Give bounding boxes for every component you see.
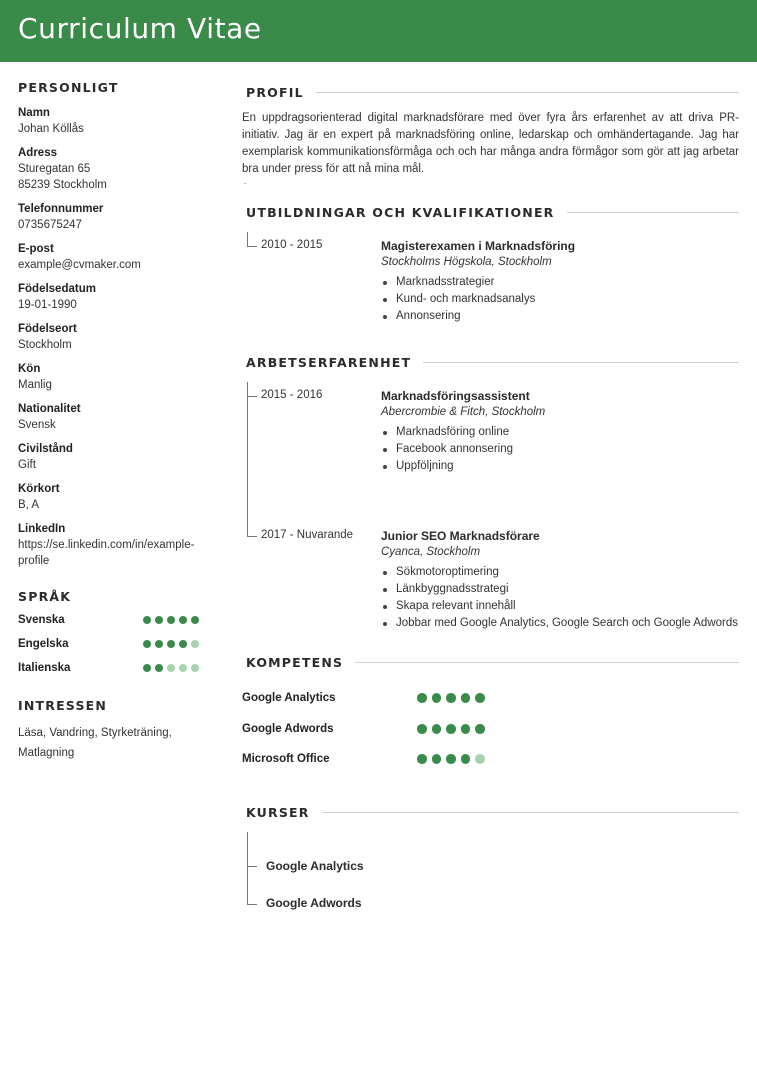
profile-extra: . [244,177,247,186]
bullet-item: Marknadsstrategier [381,274,741,291]
entry-title: Marknadsföringsassistent [381,389,530,403]
bullet-item: Uppföljning [381,458,741,475]
language-row [18,632,218,656]
timeline-tick [247,396,257,397]
entry-date: 2015 - 2016 [261,389,323,401]
entry-title: Magisterexamen i Marknadsföring [381,239,576,253]
bullet-item: Jobbar med Google Analytics, Google Search och Google Adwords [381,615,741,632]
rating-dot-filled [417,754,427,764]
field-label: E-post [18,243,54,255]
interests-line: Matlagning [18,747,75,759]
skill-row [242,723,485,735]
page-header [0,0,757,62]
field-license [18,481,218,513]
courses-section-header [242,802,739,822]
linkedin-link[interactable]: https://se.linkedin.com/in/example- [18,539,195,551]
skill-name: Google Analytics [242,692,336,704]
bullet-item: Sökmotoroptimering [381,564,741,581]
timeline-tick [247,246,257,247]
rating-dot-empty [475,754,485,764]
rating-dot-filled [461,754,471,764]
profile-text: En uppdragsorienterad digital marknadsförare med över fyra års erfarenhet av att driva PR-initiativ. Jag är en expert på marknadsföring online, ledarskap och omhändertagande. Jag har exemplarisk kommunikationsförmåga och och har många andra förmågor som gör att jag arbetar bra under press för att nå mina mål. [242,112,739,175]
field-value: Stockholm [18,339,72,351]
field-birthplace [18,321,218,353]
entry-subtitle: Stockholms Högskola, Stockholm [381,256,552,268]
profile-heading: PROFIL [246,84,304,100]
field-label: Kön [18,363,41,375]
rating-dot-filled [143,616,151,624]
language-list [18,608,218,680]
education-heading: UTBILDNINGAR OCH KVALIFIKATIONER [246,204,555,220]
rating-dot-filled [446,724,456,734]
rating-dot-filled [143,664,151,672]
language-row [18,608,218,632]
rating-dot-filled [446,693,456,703]
field-label: LinkedIn [18,523,66,535]
field-linkedin [18,521,218,569]
language-name: Svenska [18,614,65,626]
entry-title: Junior SEO Marknadsförare [381,529,540,543]
field-label: Telefonnummer [18,203,104,215]
field-phone [18,201,218,233]
rating-dots [143,616,199,624]
field-gender [18,361,218,393]
rating-dot-filled [475,693,485,703]
rating-dots [417,724,485,734]
course-item: Google Analytics [266,859,364,873]
timeline-line [247,232,248,246]
rating-dot-filled [179,616,187,624]
courses-heading: KURSER [246,804,310,820]
skill-row [242,753,485,765]
rating-dot-filled [417,693,427,703]
rating-dots [143,664,199,672]
field-value: Gift [18,459,36,471]
rating-dot-empty [179,664,187,672]
language-name: Engelska [18,638,69,650]
skill-name: Google Adwords [242,723,334,735]
work-section-header [242,352,739,372]
field-value: 85239 Stockholm [18,179,107,191]
field-address [18,145,218,193]
entry-subtitle: Abercrombie & Fitch, Stockholm [381,406,546,418]
work-timeline [242,372,739,640]
rating-dot-filled [475,724,485,734]
main-content [242,82,739,912]
skills-section-header [242,652,739,672]
rating-dot-filled [461,724,471,734]
work-heading: ARBETSERFARENHET [246,354,412,370]
bullet-item: Annonsering [381,308,741,325]
section-divider [322,812,739,813]
rating-dot-filled [461,693,471,703]
timeline-tick [247,536,257,537]
section-divider [567,212,739,213]
section-divider [355,662,739,663]
rating-dot-filled [432,724,442,734]
skills-list [242,672,739,802]
linkedin-link[interactable]: profile [18,555,50,567]
rating-dot-filled [155,616,163,624]
rating-dots [417,754,485,764]
field-label: Adress [18,147,57,159]
rating-dot-empty [167,664,175,672]
entry-bullets [381,564,741,632]
field-name [18,105,218,137]
bullet-item: Marknadsföring online [381,424,741,441]
rating-dots [417,693,485,703]
rating-dot-filled [432,754,442,764]
field-nationality [18,401,218,433]
field-marital-status [18,441,218,473]
section-divider [316,92,739,93]
rating-dot-filled [191,616,199,624]
field-label: Körkort [18,483,60,495]
course-item: Google Adwords [266,896,362,910]
skill-name: Microsoft Office [242,753,330,765]
timeline-tick [247,866,257,867]
rating-dot-filled [417,724,427,734]
field-birthdate [18,281,218,313]
rating-dot-empty [191,664,199,672]
education-section-header [242,202,739,222]
rating-dot-filled [432,693,442,703]
education-timeline [242,222,739,342]
bullet-item: Länkbyggnadsstrategi [381,581,741,598]
skills-heading: KOMPETENS [246,654,344,670]
field-value: Johan Köllås [18,123,84,135]
profile-section-header [242,82,739,102]
bullet-item: Skapa relevant innehåll [381,598,741,615]
field-value: B, A [18,499,40,511]
language-row [18,656,218,680]
field-value: Svensk [18,419,56,431]
field-value: 19-01-1990 [18,299,77,311]
section-divider [423,362,739,363]
field-email [18,241,218,273]
skill-row [242,692,485,704]
rating-dot-filled [155,640,163,648]
rating-dot-filled [446,754,456,764]
interests-line: Läsa, Vandring, Styrketräning, [18,727,172,739]
field-label: Födelsedatum [18,283,96,295]
field-label: Födelseort [18,323,77,335]
timeline-line [247,832,248,904]
timeline-tick [247,904,257,905]
rating-dot-filled [143,640,151,648]
page-title: Curriculum Vitae [18,12,262,45]
entry-bullets [381,424,741,475]
rating-dot-filled [155,664,163,672]
entry-bullets [381,274,741,325]
timeline-line [247,382,248,536]
personal-heading: PERSONLIGT [18,80,119,95]
courses-timeline [242,822,739,912]
field-label: Namn [18,107,50,119]
field-label: Civilstånd [18,443,73,455]
language-heading: SPRÅK [18,589,72,604]
field-value: Sturegatan 65 [18,163,91,175]
entry-subtitle: Cyanca, Stockholm [381,546,481,558]
entry-date: 2017 - Nuvarande [261,529,354,541]
interests-text [18,723,218,763]
rating-dot-filled [179,640,187,648]
language-name: Italienska [18,662,71,674]
rating-dot-filled [167,640,175,648]
field-value: 0735675247 [18,219,82,231]
field-value: example@cvmaker.com [18,259,141,271]
rating-dot-filled [167,616,175,624]
interests-heading: INTRESSEN [18,698,108,713]
bullet-item: Kund- och marknadsanalys [381,291,741,308]
sidebar [18,80,218,763]
entry-date: 2010 - 2015 [261,239,323,251]
rating-dot-empty [191,640,199,648]
rating-dots [143,640,199,648]
field-label: Nationalitet [18,403,81,415]
bullet-item: Facebook annonsering [381,441,741,458]
field-value: Manlig [18,379,52,391]
